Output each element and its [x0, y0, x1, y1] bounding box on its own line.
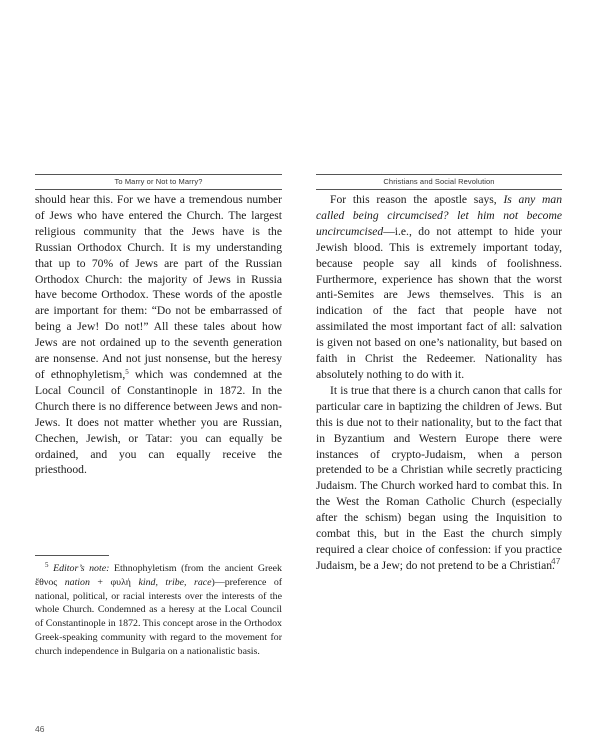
right-p1-rest: —i.e., do not attempt to hide your Jewish blood. This is extremely important today, because people say all kinds of foolishness. Furthermore, experience has shown that the worst anti-Semites are Jews themselves. This is an indication of the fact that people have not assimilated the most important fact of all: salvation is given not based on one’s nationality, but based on faith in Christ the Redeemer. Nationality has absolutely nothing to do with it.	[316, 224, 562, 381]
running-head-left: To Marry or Not to Marry?	[35, 174, 282, 190]
footnote-plus: +	[97, 576, 103, 588]
right-body-text	[316, 192, 562, 574]
footnote-rule	[35, 555, 109, 556]
right-page	[300, 0, 600, 750]
footnote-number: 5	[45, 561, 49, 569]
right-p1-intro: For this reason the apostle says,	[330, 193, 497, 206]
footnote-label: Editor’s note:	[53, 563, 110, 574]
left-paragraph	[35, 192, 282, 478]
page-number-right: 47	[551, 556, 561, 566]
footnote	[35, 562, 282, 659]
right-paragraph-2: It is true that there is a church canon that calls for particular care in baptizing the children of Jews. But this is due not to their nationality, but to the fact that in Byzantium and Western Europe there were instances of crypto-Judaism, when a person pretended to be a Christian while secretly practicing Judaism. The Church worked hard to combat this. In the West the Roman Catholic Church (especially after the schism) began using the Inquisition to combat this, but in the East the church simply required a clear choice of confession: if you practice Judaism, be a Jew; do not pretend to be a Christian.	[316, 383, 562, 572]
footnote-gloss-2: kind, tribe, race	[138, 576, 212, 588]
right-p1-quote: Is any man called being circumcised? let him not become uncircumcised	[316, 193, 562, 238]
running-head-right: Christians and Social Revolution	[316, 174, 562, 190]
footnote-greek-1: ἔθνος	[35, 576, 58, 588]
left-paragraph-part-2: which was condemned at the Local Council of Constantinople in 1872. In the Church there is no difference between Jews and non-Jews. It does not matter whether you are Russian, Chechen, Jewish, or Tatar: you can equally be ordained, and you can equally receive the priesthood.	[35, 367, 282, 477]
footnote-gloss-1: nation	[64, 576, 90, 588]
left-body-text	[35, 192, 282, 478]
page-number-left: 46	[35, 724, 45, 734]
footnote-text-a: Ethnophyletism (from the ancient Greek	[113, 563, 282, 574]
right-paragraph-1	[316, 192, 562, 383]
left-paragraph-part-1: should hear this. For we have a tremendous number of Jews who have entered the Church. The largest religious community that the Jews have is the Russian Orthodox Church. It is my understanding that up to 70% of Jews are part of the Russian Orthodox Church: the majority of Jews in Russia have become Orthodox. These words of the apostle are important for them: “Do not be embarrassed of being a Jew! Do not!” All these tales about how Jews are not ordained up to the seventh generation are nonsense. And not just nonsense, but the heresy of ethnophyletism,	[35, 193, 282, 381]
footnote-text-b: )—preference of national, political, or racial interests over the interests of the whole Church. Condemned as a heresy at the Local Council of Constantinople in 1872. This concept arose in the Orthodox Greek-speaking community with regard to the movement for church independence in Bulgaria on a nationalistic basis.	[35, 576, 283, 657]
footnote-greek-2: φυλή	[110, 576, 131, 588]
footnote-reference: 5	[125, 367, 129, 376]
